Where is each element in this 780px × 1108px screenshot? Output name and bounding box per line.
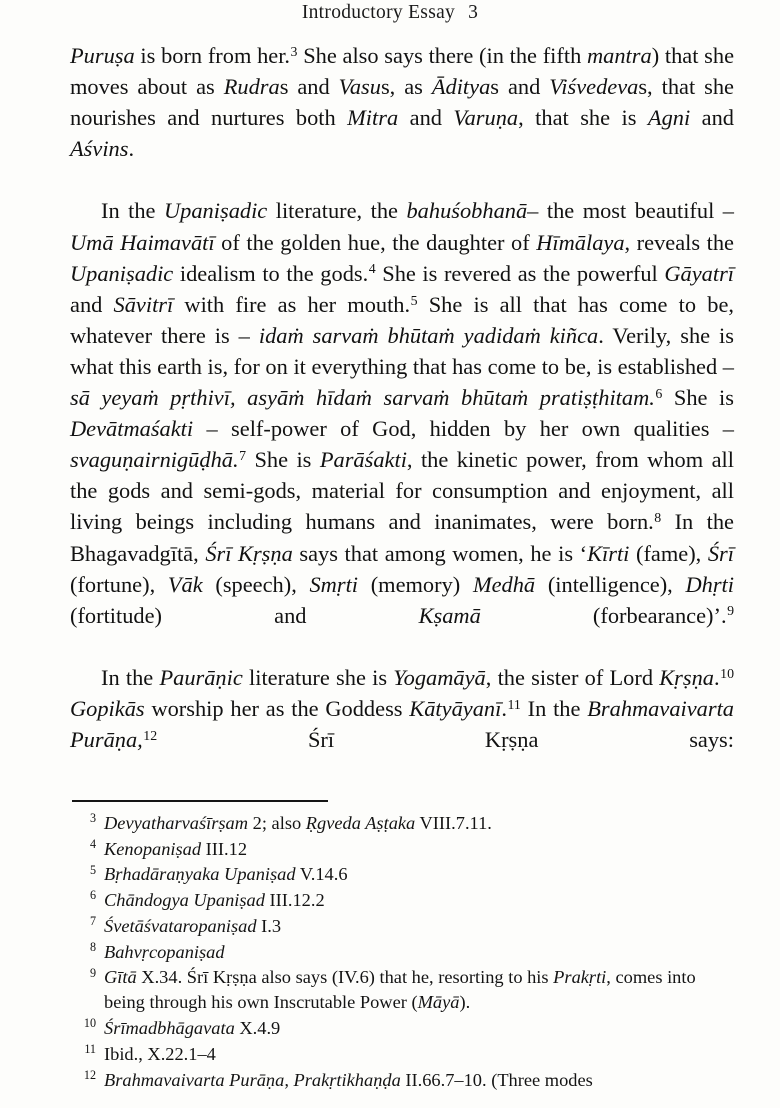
text-run: , the kinetic power, from whom all the gods and semi-gods, material for consumption and enjoyment, all living beings including humans and inanimates, were born. <box>70 447 734 535</box>
text-run: s and <box>279 74 339 100</box>
italic-term: Bṛhadāraṇyaka Upaniṣad <box>104 864 296 885</box>
text-run: VIII.7.11. <box>415 813 492 833</box>
para-pauranic <box>70 662 734 786</box>
footnote-reference[interactable]: 4 <box>368 262 376 278</box>
italic-term: Bahvṛcopaniṣad <box>104 941 225 962</box>
running-head <box>0 2 780 24</box>
italic-term: Brahmavaivarta Purāṇa, Prakṛtikhaṇḍa <box>104 1069 401 1090</box>
text-run: Ibid., X.22.1–4 <box>104 1043 216 1064</box>
footnote-reference[interactable]: 10 <box>720 666 734 682</box>
italic-term: Kātyāyanī <box>409 695 502 721</box>
footnote-item: 11 Ibid., X.22.1–4 <box>84 1042 216 1064</box>
text-run: worship her as the Goddess <box>144 695 410 721</box>
italic-term: Gītā <box>104 967 137 988</box>
text-run: of the golden hue, the daughter of <box>214 229 537 255</box>
italic-term: Brahmavaivarta Purāṇa, <box>70 695 734 753</box>
text-run: X.4.9 <box>234 1018 281 1039</box>
text-run: I.3 <box>256 915 282 936</box>
text-run: III.12.2 <box>264 890 325 911</box>
footnote-item: 6 Chāndogya Upaniṣad III.12.2 <box>89 888 325 911</box>
footnote-separator-rule <box>72 800 328 802</box>
italic-term: Devātmaśakti <box>70 416 194 442</box>
italic-term: Chāndogya Upaniṣad <box>104 890 265 911</box>
text-run: In the <box>101 198 164 224</box>
text-run: and <box>70 291 114 317</box>
footnote-reference[interactable]: 6 <box>655 386 663 402</box>
footnote-item: 7 Śvetāśvataropaniṣad I.3 <box>89 914 282 936</box>
text-run: (intelligence), <box>535 571 686 597</box>
text-run: 2; also <box>248 813 306 833</box>
text-run: with fire as her mouth. <box>173 291 411 317</box>
footnote-text <box>104 916 281 936</box>
text-run: . <box>714 664 720 690</box>
italic-term: Puruṣa <box>70 43 135 68</box>
text-run: , that she is <box>518 105 648 131</box>
italic-term: Parāśakti <box>319 447 407 473</box>
text-run: , comes into being through his own Inscrutable Power ( <box>104 967 696 1013</box>
footnote-item: 9 Gītā X.34. Śrī Kṛṣṇa also says (IV.6) that he, resorting to his Prakṛti, comes into being through his own Inscrutable Power (Māyā). <box>89 965 696 1013</box>
text-run: (fame), <box>629 540 708 566</box>
italic-term: Viśvedeva <box>549 74 639 100</box>
text-run: literature she is <box>242 664 394 690</box>
text-run: (fortitude) and <box>70 602 419 628</box>
italic-term: Medhā <box>472 571 536 597</box>
italic-term: Gāyatrī <box>664 260 735 286</box>
text-run: II.66.7–10. (Three modes <box>400 1069 593 1090</box>
para-purusa <box>70 40 734 195</box>
footnote-reference[interactable]: 9 <box>727 604 734 620</box>
page-number: 3 <box>468 2 479 23</box>
footnote-text <box>104 967 696 1012</box>
text-run: is born from her. <box>134 43 291 68</box>
text-run: V.14.6 <box>295 864 348 885</box>
italic-term: Yogamāyā <box>393 664 486 690</box>
footnote-text <box>104 839 247 859</box>
text-run: says that among women, he is ‘ <box>292 540 588 566</box>
italic-term: Devyatharvaśīrṣam <box>104 813 249 833</box>
footnote-text <box>104 1018 280 1038</box>
body-text <box>70 40 734 786</box>
text-run: She also says there (in the fifth <box>297 43 587 68</box>
footnote-reference[interactable]: 3 <box>290 44 298 60</box>
italic-term: Umā Haimavātī <box>70 229 215 255</box>
footnote-item: 4 Kenopaniṣad III.12 <box>89 837 248 859</box>
italic-term: Hīmālaya <box>536 229 625 255</box>
italic-term: Kṛṣṇa <box>659 664 715 690</box>
text-run: . Verily, she is what this earth is, for on it everything that has come to be, is established – <box>70 322 734 379</box>
italic-term: sā yeyaṁ pṛthivī, asyāṁ hīdaṁ sarvaṁ bhūtaṁ pratiṣṭhitam. <box>70 385 655 411</box>
italic-term: Upaniṣadic <box>164 198 268 224</box>
italic-term: Aśvins <box>70 136 129 162</box>
italic-term: Smṛti <box>309 571 359 597</box>
text-run: literature, the <box>267 198 407 224</box>
footnote-text <box>104 1070 593 1090</box>
italic-term: Vasu <box>338 74 381 100</box>
italic-term: Paurāṇic <box>159 664 243 690</box>
italic-term: Sāvitrī <box>113 291 174 317</box>
text-run: III.12 <box>201 838 248 859</box>
italic-term: mantra <box>586 43 652 68</box>
text-run: (forbearance)’. <box>480 602 727 628</box>
footnote-text <box>104 864 348 884</box>
text-run: She is <box>662 385 734 411</box>
text-run: (memory) <box>358 571 473 597</box>
footnote-list <box>70 811 734 1093</box>
footnote-text <box>104 1044 216 1064</box>
footnote-item: 10 Śrīmadbhāgavata X.4.9 <box>83 1016 281 1039</box>
text-run: , reveals the <box>624 229 734 255</box>
footnote-item: 12 Brahmavaivarta Purāṇa, Prakṛtikhaṇḍa II.66.7–10. (Three modes <box>83 1067 593 1090</box>
italic-term: Śrī <box>707 540 734 566</box>
italic-term: Prakṛti <box>553 967 607 988</box>
text-run: ) that she moves about as <box>70 43 735 100</box>
footnote-item: 3 Devyatharvaśīrṣam 2; also Ṛgveda Aṣṭaka VIII.7.11. <box>89 811 492 833</box>
text-run: s, as <box>380 74 432 100</box>
text-run: In the Bhagavadgītā, <box>70 509 734 566</box>
italic-term: Māyā <box>417 992 460 1013</box>
text-run: s, that she nourishes and nurtures both <box>70 74 734 131</box>
para-upanisadic <box>70 195 734 661</box>
running-head-title: Introductory Essay <box>301 2 456 23</box>
text-run: She is revered as the powerful <box>375 260 665 286</box>
footnote-reference[interactable]: 11 <box>507 697 521 713</box>
italic-term: Ṛgveda Aṣṭaka <box>305 813 416 833</box>
footnote-item: 5 Bṛhadāraṇyaka Upaniṣad V.14.6 <box>89 862 348 885</box>
text-run: . <box>128 136 135 162</box>
text-run: In the <box>101 664 160 690</box>
footnote-text <box>104 813 492 833</box>
text-run: She is <box>246 447 320 473</box>
text-run: – the most beautiful – <box>527 198 734 224</box>
italic-term: Śrī Kṛṣṇa <box>205 540 293 566</box>
italic-term: Agni <box>647 105 691 131</box>
text-run: . <box>501 695 507 721</box>
italic-term: bahuśobhanā <box>406 198 528 224</box>
text-run: and <box>690 105 734 131</box>
footnote-reference[interactable]: 5 <box>410 293 418 309</box>
text-run: In the <box>520 695 588 721</box>
text-run: – self-power of God, hidden by her own qualities – <box>193 416 734 442</box>
text-run: and <box>398 105 454 131</box>
italic-term: Upaniṣadic <box>70 260 174 286</box>
italic-term: Mitra <box>347 105 399 131</box>
text-run: idealism to the gods. <box>173 260 369 286</box>
italic-term: Kṣamā <box>418 602 481 628</box>
text-run: Śrī Kṛṣṇa says: <box>157 727 734 753</box>
italic-term: idaṁ sarvaṁ bhūtaṁ yadidaṁ kiñca <box>258 322 599 348</box>
text-run: (fortune), <box>70 571 168 597</box>
text-run: s and <box>490 74 550 100</box>
italic-term: Kīrti <box>587 540 630 566</box>
footnote-reference[interactable]: 7 <box>239 449 246 464</box>
italic-term: Śvetāśvataropaniṣad <box>104 915 257 936</box>
text-run: She is all that has come to be, whatever there is – <box>70 291 734 348</box>
footnote-reference[interactable]: 12 <box>143 728 158 744</box>
italic-term: Rudra <box>223 74 280 100</box>
italic-term: Gopikās <box>70 695 145 721</box>
text-run: X.34. Śrī Kṛṣṇa also says (IV.6) that he, resorting to his <box>136 967 554 988</box>
text-run: , the sister of Lord <box>485 664 660 690</box>
italic-term: Āditya <box>431 74 491 100</box>
text-run: (speech), <box>202 571 310 597</box>
italic-term: svaguṇairnigūḍhā. <box>70 447 239 473</box>
italic-term: Dhṛti <box>685 571 734 597</box>
text-run: ). <box>459 992 471 1013</box>
footnote-text <box>104 890 325 910</box>
italic-term: Vāk <box>167 571 203 597</box>
footnote-text <box>104 942 225 962</box>
italic-term: Śrīmadbhāgavata <box>104 1018 235 1039</box>
footnote-section <box>70 800 734 1093</box>
italic-term: Varuṇa <box>453 105 519 131</box>
italic-term: Kenopaniṣad <box>104 838 202 859</box>
footnote-item: 8 Bahvṛcopaniṣad <box>89 939 225 962</box>
footnote-reference[interactable]: 8 <box>654 511 662 527</box>
